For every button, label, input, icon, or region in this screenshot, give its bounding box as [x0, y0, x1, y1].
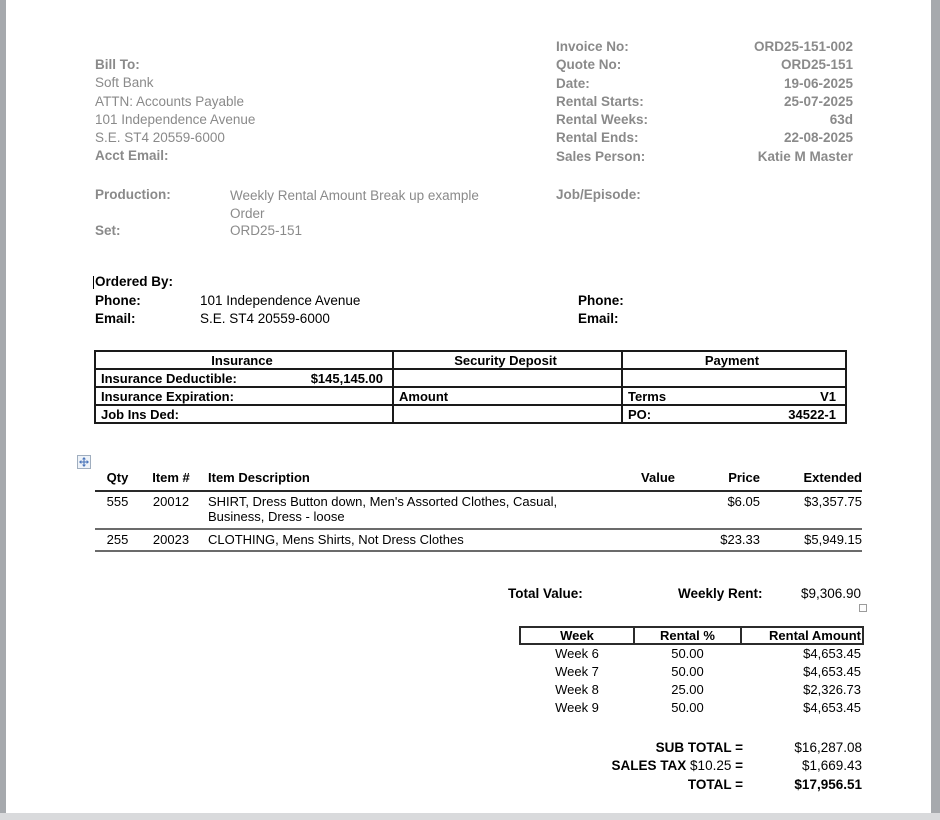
qty-header: Qty: [95, 468, 140, 491]
rental-weeks-row: [556, 111, 853, 129]
total-value-label: Total Value:: [508, 586, 583, 601]
acct-email-label: Acct Email:: [95, 148, 169, 164]
quote-no-label: Quote No:: [556, 57, 622, 73]
invoice-no-value: ORD25-151-002: [753, 39, 853, 54]
sales-tax-row: [520, 758, 862, 776]
item-number: 20023: [140, 529, 202, 552]
week-amount: $4,653.45: [803, 646, 861, 661]
rental-amount-header: Rental Amount: [741, 627, 863, 644]
sales-person-label: Sales Person:: [556, 148, 646, 164]
subtotal-label: SUB TOTAL: [655, 740, 732, 755]
sales-tax-label: SALES TAX: [611, 758, 687, 774]
weekly-rent-value: $9,306.90: [800, 586, 861, 601]
phone-label: Phone:: [95, 293, 141, 308]
item-extended: $3,357.75: [760, 491, 862, 529]
totals-block: [520, 740, 862, 795]
week-row: [520, 680, 863, 698]
week-amount: $4,653.45: [803, 699, 861, 715]
invoice-no-label: Invoice No:: [556, 39, 629, 54]
quote-no-value: ORD25-151: [780, 57, 853, 73]
item-price: $6.05: [675, 491, 760, 529]
terms-value: V1: [820, 388, 836, 404]
item-description: CLOTHING, Mens Shirts, Not Dress Clothes: [202, 529, 560, 552]
rental-weeks-value: 63d: [829, 112, 853, 128]
bill-to-company: Soft Bank: [95, 75, 154, 91]
total-label: TOTAL: [687, 776, 732, 792]
po-value: 34522-1: [788, 406, 836, 422]
info-table-row-expiration: [95, 387, 846, 405]
insurance-expiration-label: Insurance Expiration:: [95, 387, 393, 405]
payment-header: Payment: [622, 351, 846, 369]
price-header: Price: [675, 468, 760, 491]
value-header: Value: [560, 468, 675, 491]
item-qty: 555: [95, 491, 140, 529]
week-table-header-row: [520, 627, 863, 644]
set-label: Set:: [95, 223, 121, 238]
email-value: S.E. ST4 20559-6000: [200, 311, 330, 326]
security-deposit-header: Security Deposit: [393, 351, 622, 369]
production-value: Weekly Rental Amount Break up example Order: [230, 188, 479, 222]
po-label: PO:: [628, 406, 652, 422]
insurance-deductible-value: $145,145.00: [310, 370, 383, 386]
text-cursor: [93, 276, 94, 289]
equals-sign: =: [735, 776, 743, 792]
bill-to-label: Bill To:: [95, 57, 140, 72]
date-row: [556, 75, 853, 93]
date-label: Date:: [556, 75, 590, 91]
phone-value: 101 Independence Avenue: [200, 293, 361, 308]
subtotal-value: $16,287.08: [794, 740, 862, 755]
sales-person-row: [556, 148, 853, 166]
sales-tax-rate: $10.25: [690, 758, 732, 774]
item-row: [95, 491, 862, 529]
rental-ends-value: 22-08-2025: [783, 130, 853, 146]
item-description: SHIRT, Dress Button down, Men's Assorted Clothes, Casual, Business, Dress - loose: [202, 491, 560, 529]
weekly-rent-table: [519, 626, 864, 716]
info-table-row-deductible: [95, 369, 846, 387]
week-pct: 25.00: [671, 681, 704, 697]
terms-label: Terms: [628, 388, 667, 404]
subtotal-row: [520, 740, 862, 758]
bill-to-attn: ATTN: Accounts Payable: [95, 93, 245, 109]
item-number-header: Item #: [140, 468, 202, 491]
equals-sign: =: [735, 740, 743, 755]
total-row: [520, 777, 862, 795]
window-edge-right: [931, 0, 940, 813]
item-row: [95, 529, 862, 552]
total-value: $17,956.51: [794, 776, 862, 792]
email-label: Email:: [95, 311, 136, 326]
set-value: ORD25-151: [230, 223, 303, 238]
rental-ends-row: [556, 129, 853, 147]
sales-person-value: Katie M Master: [757, 148, 853, 164]
week-name: Week 6: [555, 646, 599, 661]
rental-starts-row: [556, 93, 853, 111]
week-pct: 50.00: [671, 646, 704, 661]
info-table-row-jobins: [95, 405, 846, 423]
object-anchor-handle-icon[interactable]: [859, 604, 867, 612]
invoice-info-block: [556, 38, 853, 166]
email2-label: Email:: [578, 311, 619, 326]
line-items-table: [95, 468, 862, 552]
job-ins-ded-label: Job Ins Ded:: [95, 405, 393, 423]
item-qty: 255: [95, 529, 140, 552]
items-header-row: [95, 468, 862, 491]
weekly-rent-label: Weekly Rent:: [678, 586, 763, 601]
insurance-header: Insurance: [95, 351, 393, 369]
info-table-header-row: [95, 351, 846, 369]
week-name: Week 7: [555, 663, 599, 679]
week-row: [520, 662, 863, 680]
insurance-payment-table: [94, 350, 847, 424]
week-row: [520, 644, 863, 662]
production-label: Production:: [95, 187, 171, 202]
item-number: 20012: [140, 491, 202, 529]
week-amount: $2,326.73: [803, 681, 861, 697]
insurance-deductible-label: Insurance Deductible:: [101, 370, 237, 386]
rental-ends-label: Rental Ends:: [556, 130, 639, 146]
empty-cell: [393, 405, 622, 423]
job-episode-label: Job/Episode:: [556, 187, 641, 202]
rental-pct-header: Rental %: [634, 627, 741, 644]
rental-starts-label: Rental Starts:: [556, 93, 644, 109]
item-value: [560, 491, 675, 529]
week-row: [520, 698, 863, 716]
empty-cell: [622, 369, 846, 387]
window-edge-bottom: [0, 813, 940, 820]
phone2-label: Phone:: [578, 293, 624, 308]
amount-label: Amount: [393, 387, 622, 405]
move-cross-icon: [79, 457, 89, 467]
extended-header: Extended: [760, 468, 862, 491]
rental-weeks-label: Rental Weeks:: [556, 112, 649, 128]
equals-sign: =: [735, 758, 743, 774]
empty-cell: [393, 369, 622, 387]
bill-to-citystate: S.E. ST4 20559-6000: [95, 130, 225, 146]
week-header: Week: [520, 627, 634, 644]
week-name: Week 8: [555, 681, 599, 697]
week-amount: $4,653.45: [803, 663, 861, 679]
bill-to-street: 101 Independence Avenue: [95, 111, 256, 127]
item-price: $23.33: [675, 529, 760, 552]
quote-no-row: [556, 56, 853, 74]
sales-tax-value: $1,669.43: [801, 758, 862, 774]
table-move-handle-icon[interactable]: [77, 455, 91, 469]
rental-starts-value: 25-07-2025: [783, 93, 853, 109]
item-extended: $5,949.15: [760, 529, 862, 552]
invoice-no-row: [556, 38, 853, 56]
window-edge-left: [0, 0, 6, 813]
week-name: Week 9: [555, 699, 599, 715]
bill-to-block: [95, 56, 255, 166]
date-value: 19-06-2025: [783, 75, 853, 91]
week-pct: 50.00: [671, 699, 704, 715]
item-description-header: Item Description: [202, 468, 560, 491]
ordered-by-label: Ordered By:: [95, 274, 174, 289]
week-pct: 50.00: [671, 663, 704, 679]
item-value: [560, 529, 675, 552]
